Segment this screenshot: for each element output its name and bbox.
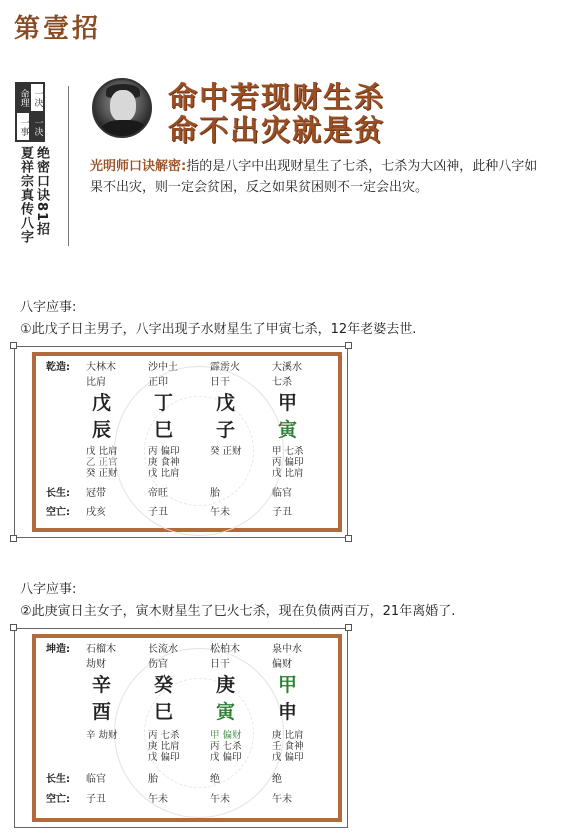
heavenly-stem: 甲 xyxy=(278,392,298,414)
intro-paragraph xyxy=(90,156,540,198)
shishen-cell: 伤官 xyxy=(148,659,168,670)
earthly-branch: 申 xyxy=(278,701,298,723)
hidden-stems-cell xyxy=(210,442,272,484)
hidden-stems-cell xyxy=(272,724,334,770)
intro-text: 指的是八字中出现财星生了七杀，七杀为大凶神，此种八字如果不出灾，则一定会贫困，反之如果贫困则不一定会出灾。 xyxy=(90,159,538,195)
hidden-stem: 丙 偏印 xyxy=(148,446,180,457)
earthly-branch: 巳 xyxy=(154,701,174,723)
shishen-cell: 比肩 xyxy=(86,377,106,388)
row-label: 长生: xyxy=(46,488,70,499)
nayin-cell: 大林木 xyxy=(86,362,116,373)
changsheng-cell: 冠带 xyxy=(86,488,106,499)
heavenly-stem: 庚 xyxy=(216,674,236,696)
earthly-branch: 子 xyxy=(216,419,236,441)
earthly-branch: 寅 xyxy=(278,419,298,441)
case-2-heading: 八字应事: xyxy=(20,582,77,597)
shishen-row xyxy=(46,373,334,388)
changsheng-cell: 临官 xyxy=(272,488,292,499)
shishen-cell: 劫财 xyxy=(86,659,106,670)
earthly-branch: 酉 xyxy=(92,701,112,723)
nayin-cell: 沙中土 xyxy=(148,362,178,373)
seal-cell: 命理 xyxy=(16,83,30,112)
hidden-stem: 癸 正财 xyxy=(210,446,242,457)
kongwang-cell: 午未 xyxy=(210,793,230,805)
changsheng-cell: 绝 xyxy=(272,774,282,785)
row-label: 空亡: xyxy=(46,506,70,518)
shishen-cell: 偏财 xyxy=(272,659,292,670)
hidden-stem: 戊 偏印 xyxy=(210,752,242,763)
heavenly-stem: 戊 xyxy=(216,392,236,414)
hidden-stem: 丙 七杀 xyxy=(210,741,242,752)
kongwang-cell: 子丑 xyxy=(86,793,106,805)
kongwang-cell: 午未 xyxy=(272,793,292,805)
changsheng-cell: 临官 xyxy=(86,774,106,785)
hidden-stems-row xyxy=(46,442,334,484)
bazi-table-2 xyxy=(46,640,334,809)
case-1-description: ①此戊子日主男子，八字出现子水财星生了甲寅七杀，12年老婆去世. xyxy=(20,322,417,337)
hidden-stem: 癸 正财 xyxy=(86,468,118,479)
hidden-stems-row xyxy=(46,724,334,770)
seal-cell: 一事 xyxy=(16,112,30,141)
hidden-stem: 庚 食神 xyxy=(148,457,180,468)
heavenly-stem: 癸 xyxy=(154,674,174,696)
changsheng-row xyxy=(46,484,334,499)
earthly-branch: 巳 xyxy=(154,419,174,441)
nayin-cell: 长流水 xyxy=(148,644,178,655)
branch-row xyxy=(46,697,334,724)
hidden-stem: 戊 偏印 xyxy=(272,752,304,763)
nayin-cell: 松柏木 xyxy=(210,644,240,655)
hidden-stem: 庚 比肩 xyxy=(272,730,304,741)
hidden-stem: 乙 正官 xyxy=(86,457,118,468)
shishen-cell: 日干 xyxy=(210,659,230,670)
changsheng-cell: 绝 xyxy=(210,774,220,785)
earthly-branch: 寅 xyxy=(216,701,236,723)
row-label: 长生: xyxy=(46,774,70,785)
changsheng-cell: 胎 xyxy=(148,774,158,785)
hidden-stem: 甲 七杀 xyxy=(272,446,304,457)
chapter-title: 第壹招 xyxy=(14,14,102,44)
hidden-stem: 丙 偏印 xyxy=(272,457,304,468)
hidden-stem: 甲 偏财 xyxy=(210,730,242,741)
kongwang-cell: 午未 xyxy=(148,793,168,805)
earthly-branch: 辰 xyxy=(92,419,112,441)
hidden-stem: 庚 比肩 xyxy=(148,741,180,752)
hidden-stems-cell xyxy=(210,724,272,770)
nayin-row xyxy=(46,640,334,655)
stem-row xyxy=(46,670,334,697)
kongwang-cell: 子丑 xyxy=(148,506,168,518)
heavenly-stem: 丁 xyxy=(154,392,174,414)
changsheng-cell: 帝旺 xyxy=(148,488,168,499)
vertical-title-series: 夏祥宗真传八字 xyxy=(18,146,33,244)
hidden-stems-cell xyxy=(148,724,210,770)
nayin-cell: 霹雳火 xyxy=(210,362,240,373)
intro-label: 光明师口诀解密: xyxy=(90,159,187,174)
shishen-cell: 正印 xyxy=(148,377,168,388)
hidden-stem: 戊 比肩 xyxy=(272,468,304,479)
branch-row xyxy=(46,415,334,442)
hidden-stems-cell xyxy=(86,442,148,484)
seal-cell: 一决 xyxy=(30,83,44,112)
kongwang-row xyxy=(46,499,334,521)
kongwang-cell: 午未 xyxy=(210,506,230,518)
hidden-stem: 戊 比肩 xyxy=(86,446,118,457)
hidden-stems-cell xyxy=(86,724,148,770)
shishen-row xyxy=(46,655,334,670)
case-2-description: ②此庚寅日主女子，寅木财星生了巳火七杀，现在负债两百万，21年离婚了. xyxy=(20,604,456,619)
seal-stamp xyxy=(15,82,45,142)
changsheng-cell: 胎 xyxy=(210,488,220,499)
heavenly-stem: 辛 xyxy=(92,674,112,696)
hidden-stems-cell xyxy=(148,442,210,484)
kongwang-cell: 子丑 xyxy=(272,506,292,518)
hidden-stems-cell xyxy=(272,442,334,484)
case-1-heading: 八字应事: xyxy=(20,300,77,315)
heavenly-stem: 甲 xyxy=(278,674,298,696)
verse-line-1: 命中若现财生杀 xyxy=(168,80,386,114)
shishen-cell: 七杀 xyxy=(272,377,292,388)
nayin-row xyxy=(46,358,334,373)
hidden-stem: 丙 七杀 xyxy=(148,730,180,741)
bazi-chart-2 xyxy=(14,628,348,828)
nayin-cell: 大溪水 xyxy=(272,362,302,373)
hidden-stem: 戊 偏印 xyxy=(148,752,180,763)
seal-cell: 一决 xyxy=(30,112,44,141)
bazi-chart-1 xyxy=(14,346,348,538)
row-label: 坤造: xyxy=(46,644,70,655)
hidden-stem: 戊 比肩 xyxy=(148,468,180,479)
hidden-stem: 辛 劫财 xyxy=(86,730,118,741)
kongwang-row xyxy=(46,785,334,809)
row-label: 空亡: xyxy=(46,793,70,805)
changsheng-row xyxy=(46,770,334,785)
row-label: 乾造: xyxy=(46,362,70,373)
hidden-stem: 壬 食神 xyxy=(272,741,304,752)
verse-line-2: 命不出灾就是贫 xyxy=(168,113,386,147)
shishen-cell: 日干 xyxy=(210,377,230,388)
nayin-cell: 泉中水 xyxy=(272,644,302,655)
stem-row xyxy=(46,388,334,415)
heavenly-stem: 戊 xyxy=(92,392,112,414)
master-portrait xyxy=(92,78,152,138)
bazi-table-1 xyxy=(46,358,334,521)
nayin-cell: 石榴木 xyxy=(86,644,116,655)
divider-line xyxy=(68,86,69,246)
kongwang-cell: 戌亥 xyxy=(86,506,106,518)
vertical-title-secret: 绝密口诀81招 xyxy=(34,146,49,237)
